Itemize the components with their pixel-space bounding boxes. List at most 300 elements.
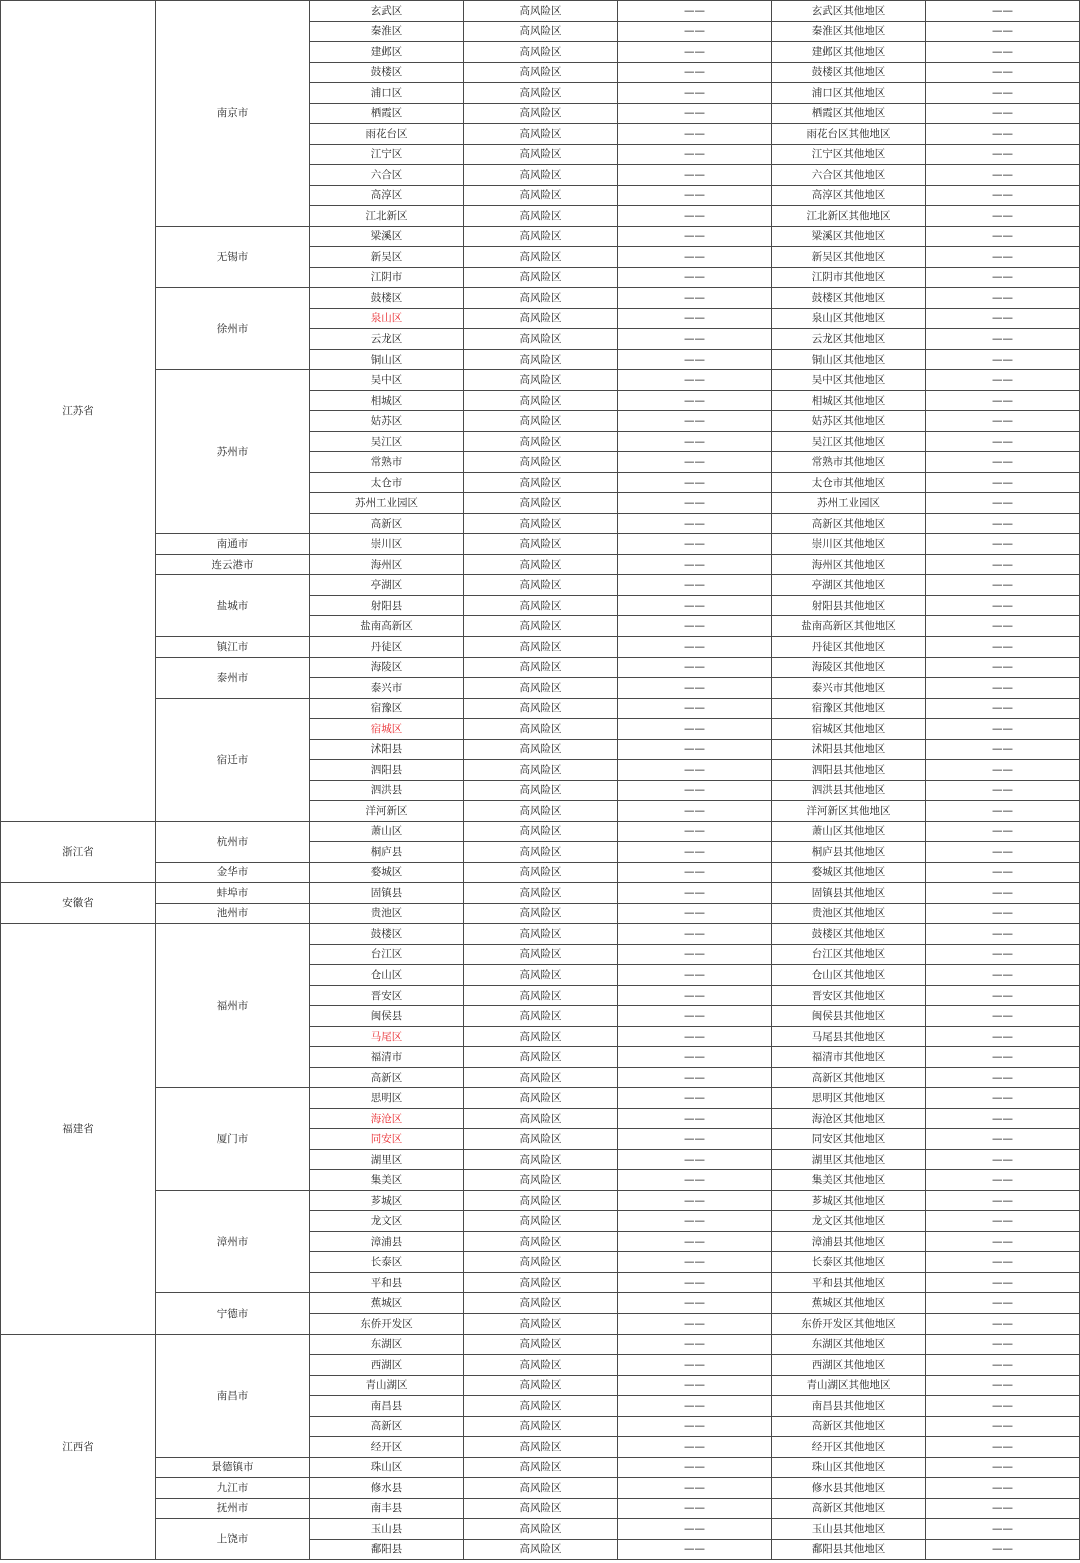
dash-cell: —— xyxy=(926,288,1080,309)
district-cell: 海沧区 xyxy=(310,1108,464,1129)
dash-cell: —— xyxy=(926,1478,1080,1499)
city-cell: 上饶市 xyxy=(156,1519,310,1560)
district-cell: 泗洪县 xyxy=(310,780,464,801)
risk-level-cell: 高风险区 xyxy=(464,821,618,842)
other-area-cell: 吴中区其他地区 xyxy=(772,370,926,391)
dash-cell: —— xyxy=(926,1272,1080,1293)
other-area-cell: 沭阳县其他地区 xyxy=(772,739,926,760)
district-cell: 盐南高新区 xyxy=(310,616,464,637)
district-cell: 崇川区 xyxy=(310,534,464,555)
risk-table-body xyxy=(1,1,1080,1560)
district-cell: 福清市 xyxy=(310,1047,464,1068)
risk-level-cell: 高风险区 xyxy=(464,616,618,637)
district-cell: 高淳区 xyxy=(310,185,464,206)
city-cell: 宿迁市 xyxy=(156,698,310,821)
other-area-cell: 六合区其他地区 xyxy=(772,165,926,186)
district-cell: 漳浦县 xyxy=(310,1231,464,1252)
district-cell: 东湖区 xyxy=(310,1334,464,1355)
dash-cell: —— xyxy=(618,780,772,801)
dash-cell: —— xyxy=(618,698,772,719)
district-cell: 东侨开发区 xyxy=(310,1314,464,1335)
dash-cell: —— xyxy=(618,985,772,1006)
risk-level-cell: 高风险区 xyxy=(464,842,618,863)
other-area-cell: 修水县其他地区 xyxy=(772,1478,926,1499)
risk-level-cell: 高风险区 xyxy=(464,965,618,986)
risk-level-cell: 高风险区 xyxy=(464,1108,618,1129)
table-row xyxy=(1,534,1080,555)
dash-cell: —— xyxy=(618,226,772,247)
risk-level-cell: 高风险区 xyxy=(464,472,618,493)
province-cell: 浙江省 xyxy=(1,821,156,883)
other-area-cell: 洋河新区其他地区 xyxy=(772,801,926,822)
dash-cell: —— xyxy=(618,329,772,350)
city-cell: 苏州市 xyxy=(156,370,310,534)
other-area-cell: 丹徒区其他地区 xyxy=(772,636,926,657)
table-row xyxy=(1,1,1080,22)
other-area-cell: 泗洪县其他地区 xyxy=(772,780,926,801)
dash-cell: —— xyxy=(618,452,772,473)
dash-cell: —— xyxy=(926,1088,1080,1109)
dash-cell: —— xyxy=(926,575,1080,596)
dash-cell: —— xyxy=(618,1396,772,1417)
dash-cell: —— xyxy=(926,985,1080,1006)
dash-cell: —— xyxy=(618,144,772,165)
dash-cell: —— xyxy=(926,595,1080,616)
dash-cell: —— xyxy=(926,678,1080,699)
dash-cell: —— xyxy=(926,1108,1080,1129)
other-area-cell: 鼓楼区其他地区 xyxy=(772,62,926,83)
dash-cell: —— xyxy=(926,534,1080,555)
district-cell: 雨花台区 xyxy=(310,124,464,145)
district-cell: 鼓楼区 xyxy=(310,924,464,945)
province-cell: 江苏省 xyxy=(1,1,156,822)
risk-level-cell: 高风险区 xyxy=(464,924,618,945)
dash-cell: —— xyxy=(618,739,772,760)
dash-cell: —— xyxy=(618,883,772,904)
city-cell: 镇江市 xyxy=(156,636,310,657)
other-area-cell: 福清市其他地区 xyxy=(772,1047,926,1068)
dash-cell: —— xyxy=(926,801,1080,822)
dash-cell: —— xyxy=(926,370,1080,391)
risk-level-cell: 高风险区 xyxy=(464,678,618,699)
other-area-cell: 盐南高新区其他地区 xyxy=(772,616,926,637)
district-cell: 江北新区 xyxy=(310,206,464,227)
dash-cell: —— xyxy=(926,1129,1080,1150)
district-cell: 婺城区 xyxy=(310,862,464,883)
dash-cell: —— xyxy=(926,554,1080,575)
dash-cell: —— xyxy=(926,206,1080,227)
city-cell: 盐城市 xyxy=(156,575,310,637)
dash-cell: —— xyxy=(926,226,1080,247)
dash-cell: —— xyxy=(618,1067,772,1088)
risk-level-cell: 高风险区 xyxy=(464,1252,618,1273)
dash-cell: —— xyxy=(618,411,772,432)
dash-cell: —— xyxy=(618,83,772,104)
district-cell: 西湖区 xyxy=(310,1355,464,1376)
dash-cell: —— xyxy=(618,62,772,83)
table-row xyxy=(1,1190,1080,1211)
other-area-cell: 桐庐县其他地区 xyxy=(772,842,926,863)
other-area-cell: 婺城区其他地区 xyxy=(772,862,926,883)
district-cell: 桐庐县 xyxy=(310,842,464,863)
table-row xyxy=(1,1334,1080,1355)
city-cell: 福州市 xyxy=(156,924,310,1088)
dash-cell: —— xyxy=(618,1026,772,1047)
risk-level-cell: 高风险区 xyxy=(464,1231,618,1252)
other-area-cell: 贵池区其他地区 xyxy=(772,903,926,924)
risk-level-cell: 高风险区 xyxy=(464,1067,618,1088)
district-cell: 海陵区 xyxy=(310,657,464,678)
district-cell: 平和县 xyxy=(310,1272,464,1293)
district-cell: 龙文区 xyxy=(310,1211,464,1232)
dash-cell: —— xyxy=(926,1498,1080,1519)
table-row xyxy=(1,821,1080,842)
other-area-cell: 泗阳县其他地区 xyxy=(772,760,926,781)
district-cell: 马尾区 xyxy=(310,1026,464,1047)
dash-cell: —— xyxy=(926,1355,1080,1376)
dash-cell: —— xyxy=(618,349,772,370)
table-row xyxy=(1,903,1080,924)
district-cell: 栖霞区 xyxy=(310,103,464,124)
dash-cell: —— xyxy=(926,1067,1080,1088)
risk-level-cell: 高风险区 xyxy=(464,1129,618,1150)
dash-cell: —— xyxy=(926,472,1080,493)
district-cell: 鄱阳县 xyxy=(310,1539,464,1560)
dash-cell: —— xyxy=(926,1539,1080,1560)
other-area-cell: 太仓市其他地区 xyxy=(772,472,926,493)
dash-cell: —— xyxy=(926,719,1080,740)
dash-cell: —— xyxy=(618,370,772,391)
other-area-cell: 萧山区其他地区 xyxy=(772,821,926,842)
city-cell: 南昌市 xyxy=(156,1334,310,1457)
other-area-cell: 高淳区其他地区 xyxy=(772,185,926,206)
dash-cell: —— xyxy=(926,924,1080,945)
risk-level-cell: 高风险区 xyxy=(464,411,618,432)
dash-cell: —— xyxy=(926,349,1080,370)
other-area-cell: 东侨开发区其他地区 xyxy=(772,1314,926,1335)
city-cell: 南京市 xyxy=(156,1,310,227)
risk-level-cell: 高风险区 xyxy=(464,62,618,83)
dash-cell: —— xyxy=(926,780,1080,801)
district-cell: 高新区 xyxy=(310,1416,464,1437)
other-area-cell: 泉山区其他地区 xyxy=(772,308,926,329)
risk-level-cell: 高风险区 xyxy=(464,719,618,740)
risk-level-cell: 高风险区 xyxy=(464,1170,618,1191)
dash-cell: —— xyxy=(926,329,1080,350)
other-area-cell: 高新区其他地区 xyxy=(772,513,926,534)
risk-level-cell: 高风险区 xyxy=(464,21,618,42)
district-cell: 蕉城区 xyxy=(310,1293,464,1314)
district-cell: 梁溪区 xyxy=(310,226,464,247)
other-area-cell: 泰兴市其他地区 xyxy=(772,678,926,699)
dash-cell: —— xyxy=(618,965,772,986)
dash-cell: —— xyxy=(618,862,772,883)
other-area-cell: 江阴市其他地区 xyxy=(772,267,926,288)
district-cell: 南昌县 xyxy=(310,1396,464,1417)
dash-cell: —— xyxy=(618,513,772,534)
dash-cell: —— xyxy=(618,165,772,186)
risk-level-cell: 高风险区 xyxy=(464,1293,618,1314)
dash-cell: —— xyxy=(926,1375,1080,1396)
dash-cell: —— xyxy=(618,1088,772,1109)
risk-level-cell: 高风险区 xyxy=(464,1457,618,1478)
district-cell: 相城区 xyxy=(310,390,464,411)
dash-cell: —— xyxy=(618,636,772,657)
district-cell: 云龙区 xyxy=(310,329,464,350)
risk-level-cell: 高风险区 xyxy=(464,1190,618,1211)
other-area-cell: 海沧区其他地区 xyxy=(772,1108,926,1129)
dash-cell: —— xyxy=(926,267,1080,288)
dash-cell: —— xyxy=(618,1,772,22)
dash-cell: —— xyxy=(926,1416,1080,1437)
city-cell: 南通市 xyxy=(156,534,310,555)
city-cell: 九江市 xyxy=(156,1478,310,1499)
dash-cell: —— xyxy=(618,1149,772,1170)
dash-cell: —— xyxy=(618,431,772,452)
other-area-cell: 云龙区其他地区 xyxy=(772,329,926,350)
district-cell: 晋安区 xyxy=(310,985,464,1006)
other-area-cell: 平和县其他地区 xyxy=(772,1272,926,1293)
district-cell: 玉山县 xyxy=(310,1519,464,1540)
dash-cell: —— xyxy=(926,21,1080,42)
risk-level-cell: 高风险区 xyxy=(464,288,618,309)
other-area-cell: 宿城区其他地区 xyxy=(772,719,926,740)
dash-cell: —— xyxy=(618,21,772,42)
district-cell: 泰兴市 xyxy=(310,678,464,699)
risk-level-cell: 高风险区 xyxy=(464,1416,618,1437)
dash-cell: —— xyxy=(618,1231,772,1252)
dash-cell: —— xyxy=(926,493,1080,514)
risk-level-cell: 高风险区 xyxy=(464,370,618,391)
dash-cell: —— xyxy=(618,903,772,924)
district-cell: 沭阳县 xyxy=(310,739,464,760)
risk-level-cell: 高风险区 xyxy=(464,1006,618,1027)
dash-cell: —— xyxy=(926,657,1080,678)
district-cell: 长泰区 xyxy=(310,1252,464,1273)
district-cell: 宿城区 xyxy=(310,719,464,740)
other-area-cell: 东湖区其他地区 xyxy=(772,1334,926,1355)
table-row xyxy=(1,1293,1080,1314)
dash-cell: —— xyxy=(926,739,1080,760)
risk-level-cell: 高风险区 xyxy=(464,452,618,473)
risk-level-cell: 高风险区 xyxy=(464,267,618,288)
table-row xyxy=(1,370,1080,391)
city-cell: 抚州市 xyxy=(156,1498,310,1519)
district-cell: 吴江区 xyxy=(310,431,464,452)
other-area-cell: 相城区其他地区 xyxy=(772,390,926,411)
risk-level-cell: 高风险区 xyxy=(464,493,618,514)
table-row xyxy=(1,636,1080,657)
other-area-cell: 同安区其他地区 xyxy=(772,1129,926,1150)
dash-cell: —— xyxy=(926,1170,1080,1191)
district-cell: 建邺区 xyxy=(310,42,464,63)
other-area-cell: 宿豫区其他地区 xyxy=(772,698,926,719)
risk-level-cell: 高风险区 xyxy=(464,1,618,22)
dash-cell: —— xyxy=(618,719,772,740)
dash-cell: —— xyxy=(926,883,1080,904)
dash-cell: —— xyxy=(618,1170,772,1191)
other-area-cell: 玄武区其他地区 xyxy=(772,1,926,22)
district-cell: 萧山区 xyxy=(310,821,464,842)
district-cell: 芗城区 xyxy=(310,1190,464,1211)
district-cell: 闽侯县 xyxy=(310,1006,464,1027)
province-cell: 福建省 xyxy=(1,924,156,1334)
dash-cell: —— xyxy=(618,1211,772,1232)
other-area-cell: 西湖区其他地区 xyxy=(772,1355,926,1376)
district-cell: 珠山区 xyxy=(310,1457,464,1478)
other-area-cell: 龙文区其他地区 xyxy=(772,1211,926,1232)
other-area-cell: 崇川区其他地区 xyxy=(772,534,926,555)
dash-cell: —— xyxy=(618,1457,772,1478)
dash-cell: —— xyxy=(618,924,772,945)
table-row xyxy=(1,554,1080,575)
dash-cell: —— xyxy=(618,124,772,145)
risk-level-cell: 高风险区 xyxy=(464,329,618,350)
risk-level-cell: 高风险区 xyxy=(464,144,618,165)
risk-level-cell: 高风险区 xyxy=(464,883,618,904)
district-cell: 丹徒区 xyxy=(310,636,464,657)
district-cell: 同安区 xyxy=(310,1129,464,1150)
risk-level-cell: 高风险区 xyxy=(464,903,618,924)
dash-cell: —— xyxy=(618,801,772,822)
dash-cell: —— xyxy=(618,1478,772,1499)
district-cell: 江宁区 xyxy=(310,144,464,165)
risk-level-cell: 高风险区 xyxy=(464,42,618,63)
dash-cell: —— xyxy=(618,842,772,863)
risk-level-cell: 高风险区 xyxy=(464,595,618,616)
dash-cell: —— xyxy=(618,185,772,206)
risk-level-cell: 高风险区 xyxy=(464,534,618,555)
table-row xyxy=(1,1498,1080,1519)
table-row xyxy=(1,883,1080,904)
risk-level-cell: 高风险区 xyxy=(464,760,618,781)
dash-cell: —— xyxy=(618,534,772,555)
dash-cell: —— xyxy=(926,1047,1080,1068)
risk-level-cell: 高风险区 xyxy=(464,431,618,452)
dash-cell: —— xyxy=(618,760,772,781)
risk-level-cell: 高风险区 xyxy=(464,554,618,575)
dash-cell: —— xyxy=(618,103,772,124)
province-cell: 江西省 xyxy=(1,1334,156,1560)
table-row xyxy=(1,1457,1080,1478)
other-area-cell: 姑苏区其他地区 xyxy=(772,411,926,432)
other-area-cell: 鼓楼区其他地区 xyxy=(772,288,926,309)
other-area-cell: 经开区其他地区 xyxy=(772,1437,926,1458)
dash-cell: —— xyxy=(618,308,772,329)
risk-level-cell: 高风险区 xyxy=(464,185,618,206)
other-area-cell: 蕉城区其他地区 xyxy=(772,1293,926,1314)
dash-cell: —— xyxy=(618,554,772,575)
dash-cell: —— xyxy=(926,636,1080,657)
risk-level-cell: 高风险区 xyxy=(464,1314,618,1335)
other-area-cell: 集美区其他地区 xyxy=(772,1170,926,1191)
other-area-cell: 仓山区其他地区 xyxy=(772,965,926,986)
district-cell: 射阳县 xyxy=(310,595,464,616)
table-row xyxy=(1,924,1080,945)
table-row xyxy=(1,226,1080,247)
dash-cell: —— xyxy=(926,124,1080,145)
dash-cell: —— xyxy=(618,616,772,637)
risk-level-cell: 高风险区 xyxy=(464,1498,618,1519)
dash-cell: —— xyxy=(618,821,772,842)
dash-cell: —— xyxy=(618,472,772,493)
district-cell: 海州区 xyxy=(310,554,464,575)
city-cell: 连云港市 xyxy=(156,554,310,575)
district-cell: 秦淮区 xyxy=(310,21,464,42)
dash-cell: —— xyxy=(926,1190,1080,1211)
district-cell: 高新区 xyxy=(310,513,464,534)
city-cell: 宁德市 xyxy=(156,1293,310,1334)
dash-cell: —— xyxy=(926,1,1080,22)
district-cell: 泉山区 xyxy=(310,308,464,329)
risk-level-cell: 高风险区 xyxy=(464,1334,618,1355)
risk-level-cell: 高风险区 xyxy=(464,1272,618,1293)
dash-cell: —— xyxy=(618,1416,772,1437)
other-area-cell: 高新区其他地区 xyxy=(772,1416,926,1437)
city-cell: 无锡市 xyxy=(156,226,310,288)
district-cell: 吴中区 xyxy=(310,370,464,391)
district-cell: 常熟市 xyxy=(310,452,464,473)
risk-level-cell: 高风险区 xyxy=(464,308,618,329)
other-area-cell: 梁溪区其他地区 xyxy=(772,226,926,247)
city-cell: 漳州市 xyxy=(156,1190,310,1293)
dash-cell: —— xyxy=(926,308,1080,329)
dash-cell: —— xyxy=(618,1437,772,1458)
dash-cell: —— xyxy=(618,1190,772,1211)
other-area-cell: 鼓楼区其他地区 xyxy=(772,924,926,945)
dash-cell: —— xyxy=(926,452,1080,473)
dash-cell: —— xyxy=(926,1334,1080,1355)
city-cell: 金华市 xyxy=(156,862,310,883)
other-area-cell: 芗城区其他地区 xyxy=(772,1190,926,1211)
city-cell: 厦门市 xyxy=(156,1088,310,1191)
province-cell: 安徽省 xyxy=(1,883,156,924)
dash-cell: —— xyxy=(926,1026,1080,1047)
district-cell: 铜山区 xyxy=(310,349,464,370)
dash-cell: —— xyxy=(618,595,772,616)
dash-cell: —— xyxy=(618,1355,772,1376)
district-cell: 泗阳县 xyxy=(310,760,464,781)
other-area-cell: 高新区其他地区 xyxy=(772,1067,926,1088)
dash-cell: —— xyxy=(926,1211,1080,1232)
dash-cell: —— xyxy=(926,616,1080,637)
district-cell: 高新区 xyxy=(310,1067,464,1088)
dash-cell: —— xyxy=(618,1252,772,1273)
other-area-cell: 玉山县其他地区 xyxy=(772,1519,926,1540)
dash-cell: —— xyxy=(926,1006,1080,1027)
other-area-cell: 漳浦县其他地区 xyxy=(772,1231,926,1252)
dash-cell: —— xyxy=(618,1498,772,1519)
risk-level-cell: 高风险区 xyxy=(464,1478,618,1499)
dash-cell: —— xyxy=(926,165,1080,186)
dash-cell: —— xyxy=(926,1437,1080,1458)
dash-cell: —— xyxy=(926,144,1080,165)
dash-cell: —— xyxy=(926,760,1080,781)
table-row xyxy=(1,1519,1080,1540)
dash-cell: —— xyxy=(618,1006,772,1027)
dash-cell: —— xyxy=(926,431,1080,452)
risk-level-cell: 高风险区 xyxy=(464,862,618,883)
other-area-cell: 高新区其他地区 xyxy=(772,1498,926,1519)
dash-cell: —— xyxy=(926,944,1080,965)
risk-level-cell: 高风险区 xyxy=(464,657,618,678)
dash-cell: —— xyxy=(926,411,1080,432)
risk-level-cell: 高风险区 xyxy=(464,739,618,760)
district-cell: 集美区 xyxy=(310,1170,464,1191)
dash-cell: —— xyxy=(618,390,772,411)
district-cell: 洋河新区 xyxy=(310,801,464,822)
district-cell: 南丰县 xyxy=(310,1498,464,1519)
